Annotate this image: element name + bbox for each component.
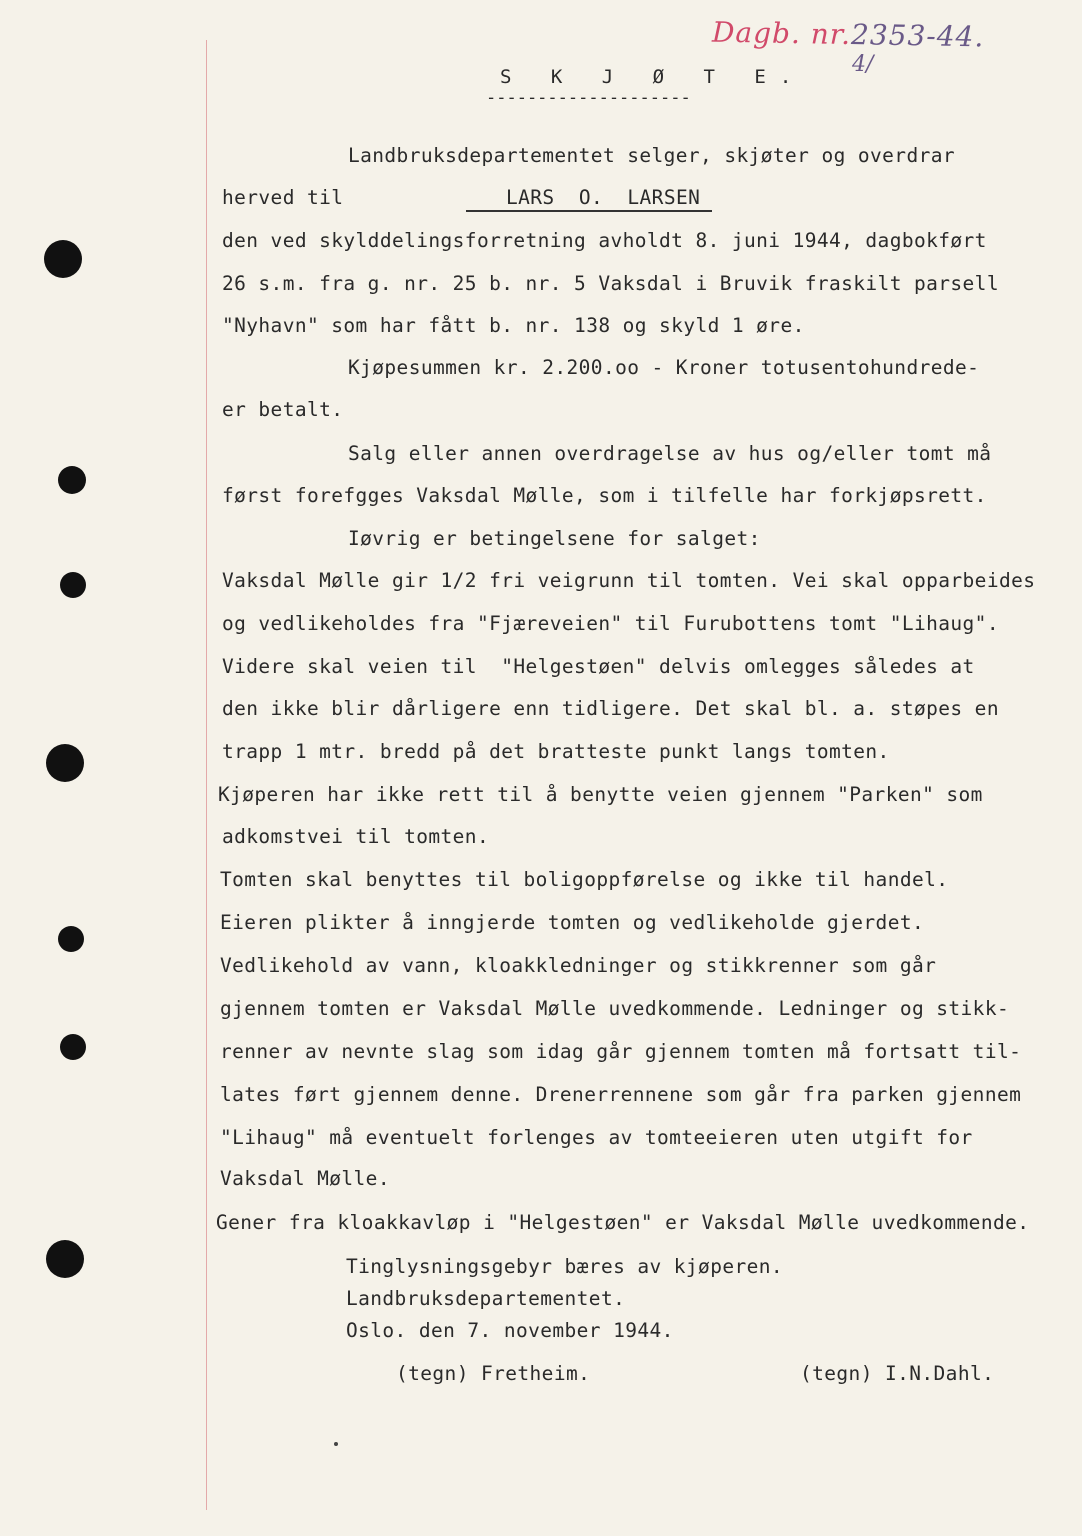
document-title: S K J Ø T E. <box>500 66 806 88</box>
margin-line <box>206 40 207 1510</box>
text-line: Landbruksdepartementet selger, skjøter og overdrar <box>348 144 955 167</box>
punch-hole <box>58 926 84 952</box>
signature-right: (tegn) I.N.Dahl. <box>800 1362 995 1385</box>
text-line: den ved skylddelingsforretning avholdt 8. juni 1944, dagbokført <box>222 229 987 252</box>
signature-left: (tegn) Fretheim. <box>396 1362 591 1385</box>
text-line: Salg eller annen overdragelse av hus og/eller tomt må <box>348 442 992 465</box>
title-rule: -------------------- <box>486 88 691 108</box>
text-line: Vaksdal Mølle gir 1/2 fri veigrunn til tomten. Vei skal opparbeides <box>222 569 1036 592</box>
punch-hole <box>58 466 86 494</box>
text-line: "Lihaug" må eventuelt forlenges av tomteeieren uten utgift for <box>220 1126 973 1149</box>
text-line: gjennem tomten er Vaksdal Mølle uvedkommende. Ledninger og stikk- <box>220 997 1010 1020</box>
punch-hole <box>60 572 86 598</box>
text-line: Tomten skal benyttes til boligoppførelse og ikke til handel. <box>220 868 949 891</box>
place-date: Oslo. den 7. november 1944. <box>346 1319 674 1342</box>
text-line: renner av nevnte slag som idag går gjennem tomten må fortsatt til- <box>220 1040 1022 1063</box>
buyer-name: LARS O. LARSEN <box>466 186 712 212</box>
text-line: adkomstvei til tomten. <box>222 825 490 848</box>
text-line: lates ført gjennem denne. Drenerrennene som går fra parken gjennem <box>220 1083 1022 1106</box>
text-line: Kjøperen har ikke rett til å benytte veien gjennem "Parken" som <box>218 783 983 806</box>
text-line: 26 s.m. fra g. nr. 25 b. nr. 5 Vaksdal i Bruvik fraskilt parsell <box>222 272 999 295</box>
text-line: Videre skal veien til "Helgestøen" delvis omlegges således at <box>222 655 975 678</box>
text-line: Kjøpesummen kr. 2.200.oo - Kroner totusentohundrede- <box>348 356 980 379</box>
stamp-annotation: 4/ <box>852 52 874 77</box>
text-line: "Nyhavn" som har fått b. nr. 138 og skyld 1 øre. <box>222 314 805 337</box>
text-line: Landbruksdepartementet. <box>346 1287 626 1310</box>
text-line: Eieren plikter å inngjerde tomten og vedlikeholde gjerdet. <box>220 911 925 934</box>
ink-dot <box>334 1442 338 1446</box>
text-line: Vedlikehold av vann, kloakkledninger og stikkrenner som går <box>220 954 937 977</box>
text-line: trapp 1 mtr. bredd på det bratteste punkt langs tomten. <box>222 740 890 763</box>
text-line: er betalt. <box>222 398 344 421</box>
text-line: Gener fra kloakkavløp i "Helgestøen" er Vaksdal Mølle uvedkommende. <box>216 1211 1030 1234</box>
text-line: herved til <box>222 186 344 209</box>
text-line: Iøvrig er betingelsene for salget: <box>348 527 761 550</box>
registration-stamp: Dagb. nr.2353-44. <box>711 15 985 54</box>
punch-hole <box>46 1240 84 1278</box>
text-line: Tinglysningsgebyr bæres av kjøperen. <box>346 1255 784 1278</box>
punch-hole <box>60 1034 86 1060</box>
text-line: først forefgges Vaksdal Mølle, som i tilfelle har forkjøpsrett. <box>222 484 987 507</box>
punch-hole <box>46 744 84 782</box>
text-line: og vedlikeholdes fra "Fjæreveien" til Furubottens tomt "Lihaug". <box>222 612 999 635</box>
text-line: Vaksdal Mølle. <box>220 1167 390 1190</box>
text-line: den ikke blir dårligere enn tidligere. Det skal bl. a. støpes en <box>222 697 999 720</box>
punch-hole <box>44 240 82 278</box>
